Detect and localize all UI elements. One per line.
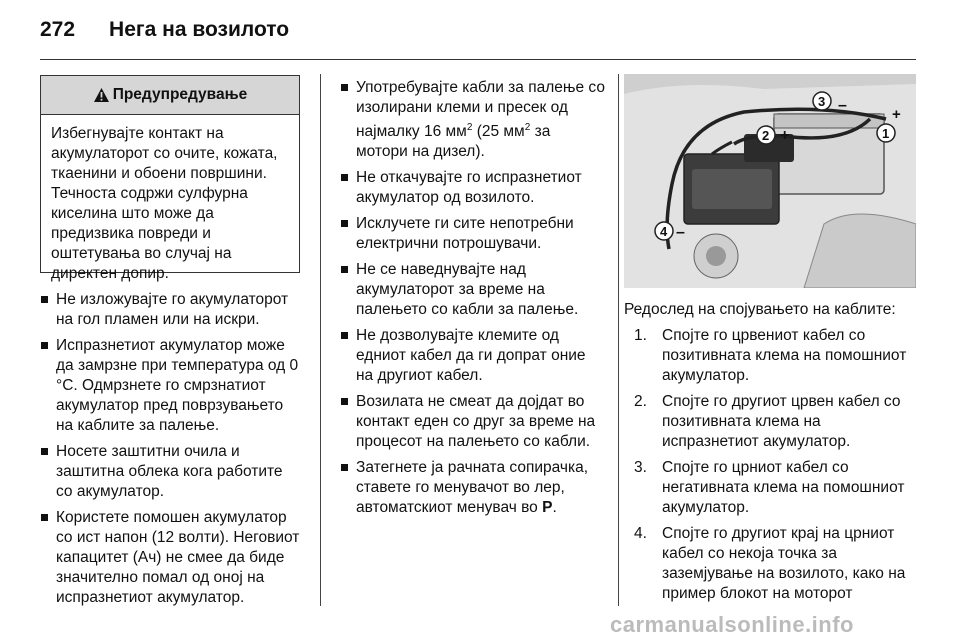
list-item — [340, 78, 606, 162]
list-item — [624, 326, 916, 386]
list-item — [624, 392, 916, 452]
superscript: 2 — [524, 122, 531, 133]
connection-order-intro: Редослед на спојувањето на каблите: — [624, 301, 896, 318]
step-text: Спојте го црвениот кабел со позитивната клема на помошниот акумулатор. — [662, 327, 907, 384]
list-item: Исклучете ги сите непотребни електрични потрошувачи. — [340, 214, 606, 254]
svg-text:+: + — [780, 127, 790, 144]
step-number: 3. — [634, 459, 647, 476]
cable-spec-text: (25 мм — [472, 123, 525, 141]
column-divider — [618, 74, 619, 606]
figure-label-3: 3 — [818, 94, 826, 109]
svg-text:–: – — [838, 97, 847, 114]
figure-label-1: 1 — [882, 126, 890, 141]
step-number: 2. — [634, 393, 647, 410]
list-item: Испразнетиот акумулатор може да замрзне при температура од 0 °C. Одмрзнете го смрзнатиот акумулатор пред поврзувањето на каблите за палење. — [40, 336, 302, 436]
left-column — [40, 290, 302, 614]
gear-p-label: P — [542, 499, 553, 517]
list-item — [340, 458, 606, 518]
step-number: 4. — [634, 525, 647, 542]
step-number: 1. — [634, 327, 647, 344]
list-item: Не дозволувајте клемите од едниот кабел да ги допрат оние на другиот кабел. — [340, 326, 606, 386]
page-title: Нега на возилото — [109, 18, 290, 41]
middle-column — [340, 78, 606, 524]
cable-spec-text: за мотори на дизел). — [356, 123, 551, 161]
list-item: Возилата не смеат да дојдат во контакт еден со друг за време на процесот на палењето со кабли. — [340, 392, 606, 452]
page-header — [40, 18, 289, 42]
handbrake-text: Затегнете ја рачната сопирачка, ставете го менувачот во лер, автоматскиот менувач во — [356, 459, 589, 517]
warning-triangle-icon — [93, 87, 110, 103]
engine-bay-drawing — [624, 74, 916, 288]
figure-label-4: 4 — [660, 224, 668, 239]
warning-title: Предупредување — [112, 86, 248, 103]
right-column — [624, 300, 916, 610]
svg-text:+: + — [892, 106, 901, 123]
header-rule — [40, 59, 916, 60]
warning-header — [41, 76, 299, 115]
list-item: Носете заштитни очила и заштитна облека кога работите со акумулатор. — [40, 442, 302, 502]
list-item — [624, 524, 916, 604]
step-text: Спојте го другиот крај на црниот кабел со некоја точка за заземјување на возилото, како на пример блокот на моторот — [662, 525, 906, 602]
step-text: Спојте го другиот црвен кабел со позитивната клема на испразнетиот акумулатор. — [662, 393, 901, 450]
superscript: 2 — [466, 122, 473, 133]
list-item: Не се наведнувајте над акумулаторот за време на палењето со кабли за палење. — [340, 260, 606, 320]
warning-text: Избегнувајте контакт на акумулаторот со очите, кожата, ткаенини и обоени површини. Течноста содржи сулфурна киселина што може да предизвика повреди и оштетувања во случај на директен допир. — [51, 125, 278, 282]
list-item: Не откачувајте го испразнетиот акумулатор од возилото. — [340, 168, 606, 208]
figure-label-2: 2 — [762, 128, 770, 143]
column-divider — [320, 74, 321, 606]
watermark: carmanualsonline.info — [610, 612, 854, 637]
period: . — [552, 499, 557, 517]
warning-box — [40, 75, 300, 282]
cable-spec-text: Употребувајте кабли за палење со изолирани клеми и пресек од најмалку 16 мм — [356, 79, 605, 141]
page-number: 272 — [40, 18, 76, 41]
list-item: Користете помошен акумулатор со ист напон (12 волти). Неговиот капацитет (Ач) не смее да биде значително помал од оној на испразнетиот акумулатор. — [40, 508, 302, 608]
jump-start-illustration — [624, 74, 916, 288]
list-item — [624, 458, 916, 518]
step-text: Спојте го црниот кабел со негативната клема на помошниот акумулатор. — [662, 459, 905, 516]
list-item: Не изложувајте го акумулаторот на гол пламен или на искри. — [40, 290, 302, 330]
svg-text:–: – — [676, 224, 685, 241]
